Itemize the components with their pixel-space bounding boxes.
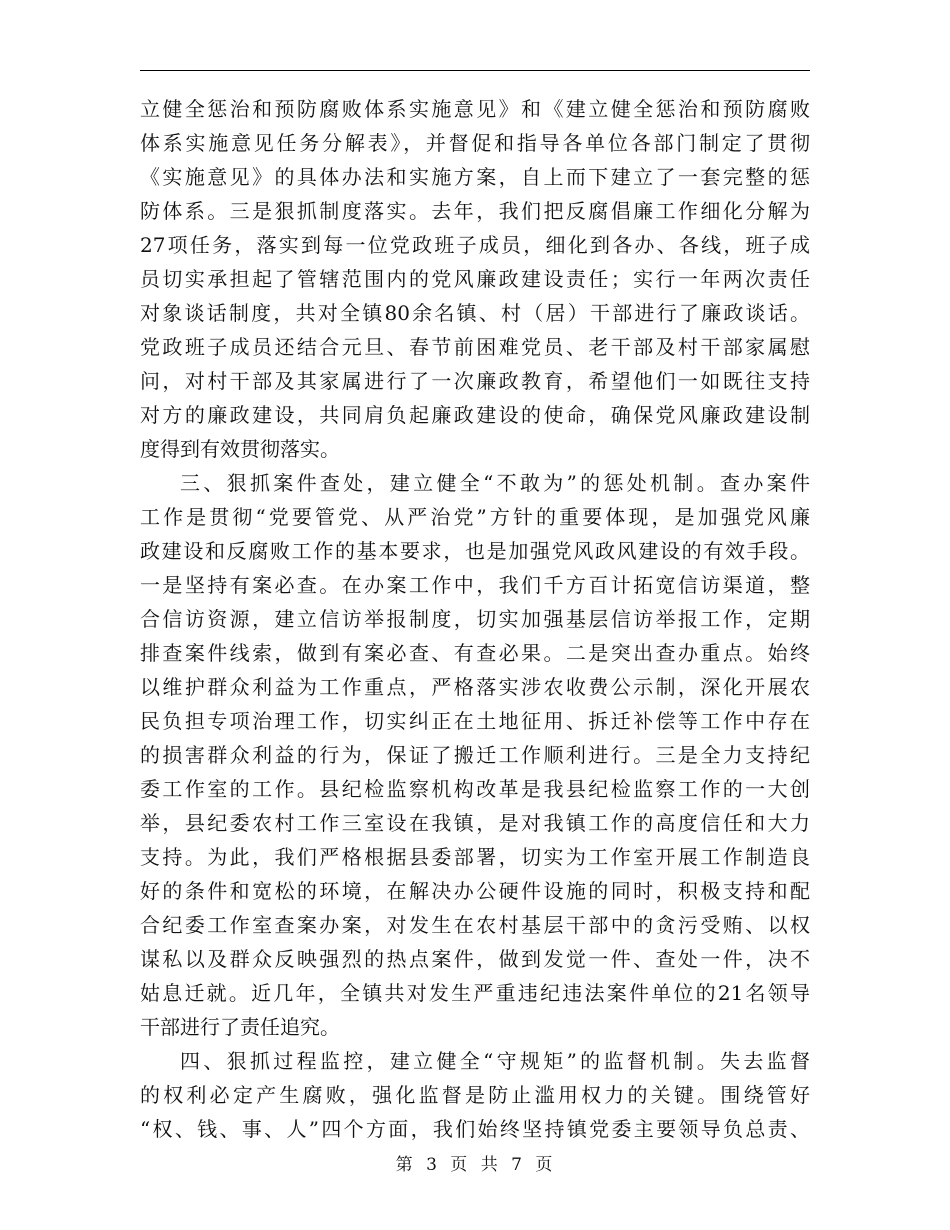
body-text-line: 好的条件和宽松的环境，在解决办公硬件设施的同时，积极支持和配 xyxy=(140,879,810,903)
body-text-line: 民负担专项治理工作，切实纠正在土地征用、拆迁补偿等工作中存在 xyxy=(140,709,810,733)
body-text-line: 的损害群众利益的行为，保证了搬迁工作顺利进行。三是全力支持纪 xyxy=(140,743,810,767)
body-text-line: 支持。为此，我们严格根据县委部署，切实为工作室开展工作制造良 xyxy=(140,845,810,869)
body-text-line: 谋私以及群众反映强烈的热点案件，做到发觉一件、查处一件，决不 xyxy=(140,947,810,971)
body-text-line: 委工作室的工作。县纪检监察机构改革是我县纪检监察工作的一大创 xyxy=(140,777,810,801)
body-text-line: 防体系。三是狠抓制度落实。去年，我们把反腐倡廉工作细化分解为 xyxy=(140,199,810,223)
body-text-line: 合纪委工作室查案办案，对发生在农村基层干部中的贪污受贿、以权 xyxy=(140,913,810,937)
body-text-line: 以维护群众利益为工作重点，严格落实涉农收费公示制，深化开展农 xyxy=(140,675,810,699)
body-text-line: 对方的廉政建设，共同肩负起廉政建设的使命，确保党风廉政建设制 xyxy=(140,403,810,427)
body-text-line: 合信访资源，建立信访举报制度，切实加强基层信访举报工作，定期 xyxy=(140,607,810,631)
body-text-line: 问，对村干部及其家属进行了一次廉政教育，希望他们一如既往支持 xyxy=(140,369,810,393)
body-text-line: 举，县纪委农村工作三室设在我镇，是对我镇工作的高度信任和大力 xyxy=(140,811,810,835)
section-heading-line: 四、狠抓过程监控，建立健全“守规矩”的监督机制。失去监督 xyxy=(180,1049,810,1073)
body-text-line: 排查案件线索，做到有案必查、有查必果。二是突出查办重点。始终 xyxy=(140,641,810,665)
section-heading-line: 三、狠抓案件查处，建立健全“不敢为”的惩处机制。查办案件 xyxy=(180,471,810,495)
body-text-line: 政建设和反腐败工作的基本要求，也是加强党风政风建设的有效手段。 xyxy=(140,539,810,563)
body-text-line: 干部进行了责任追究。 xyxy=(140,1015,340,1039)
body-text-line: “权、钱、事、人”四个方面，我们始终坚持镇党委主要领导负总责、 xyxy=(140,1117,810,1141)
body-text-line: 度得到有效贯彻落实。 xyxy=(140,437,340,461)
body-text-line: 姑息迁就。近几年，全镇共对发生严重违纪违法案件单位的21名领导 xyxy=(140,981,810,1005)
page-number-footer: 第 3 页 共 7 页 xyxy=(395,1155,555,1175)
body-text-line: 体系实施意见任务分解表》，并督促和指导各单位各部门制定了贯彻 xyxy=(140,131,810,155)
header-rule xyxy=(140,70,810,71)
body-text-line: 工作是贯彻“党要管党、从严治党”方针的重要体现，是加强党风廉 xyxy=(140,505,810,529)
body-text-line: 一是坚持有案必查。在办案工作中，我们千方百计拓宽信访渠道，整 xyxy=(140,573,810,597)
body-text-line: 员切实承担起了管辖范围内的党风廉政建设责任；实行一年两次责任 xyxy=(140,267,810,291)
body-text-line: 27项任务，落实到每一位党政班子成员，细化到各办、各线，班子成 xyxy=(140,233,810,257)
body-text-line: 对象谈话制度，共对全镇80余名镇、村（居）干部进行了廉政谈话。 xyxy=(140,301,810,325)
body-text-line: 党政班子成员还结合元旦、春节前困难党员、老干部及村干部家属慰 xyxy=(140,335,810,359)
body-text-line: 立健全惩治和预防腐败体系实施意见》和《建立健全惩治和预防腐败 xyxy=(140,97,810,121)
body-text-line: 《实施意见》的具体办法和实施方案，自上而下建立了一套完整的惩 xyxy=(140,165,810,189)
body-text-line: 的权利必定产生腐败，强化监督是防止滥用权力的关键。围绕管好 xyxy=(140,1083,810,1107)
